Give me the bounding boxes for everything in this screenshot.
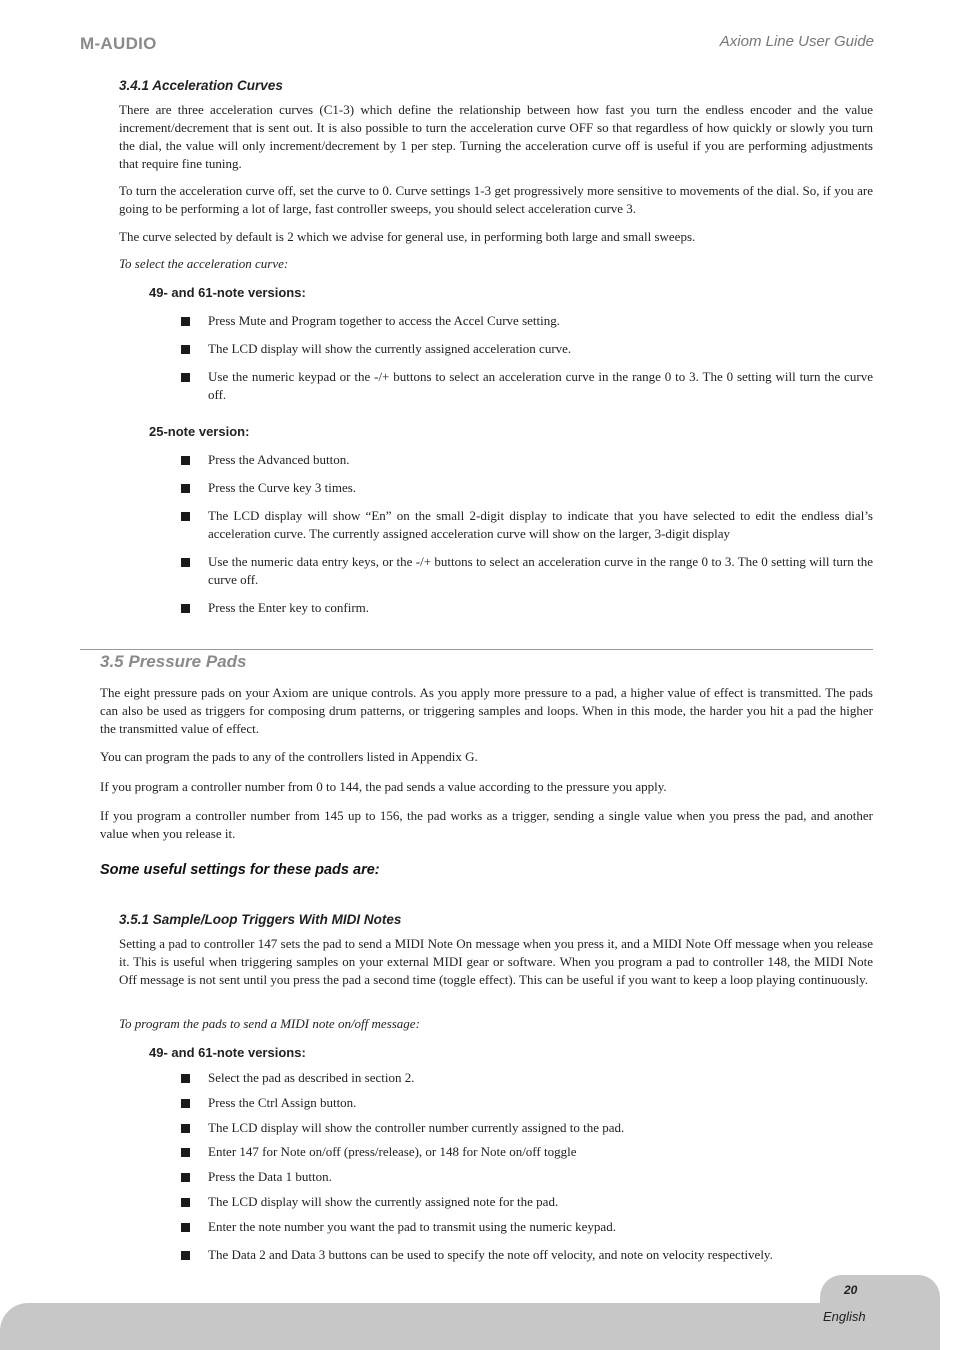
section-divider [80,649,873,650]
list-item: Use the numeric data entry keys, or the -/+ buttons to select an acceleration curve in the range 0 to 3. The 0 setting will turn the curve off. [208,554,873,587]
bullet-icon [181,1251,190,1260]
list-item: Press Mute and Program together to access the Accel Curve setting. [208,313,560,328]
paragraph: Setting a pad to controller 147 sets the pad to send a MIDI Note On message when you press it, and a MIDI Note Off message when you release it. This is useful when triggering samples on your external MIDI gear or software. When you program a pad to controller 148, the MIDI Note Off message is not sent until you press the pad a second time (toggle effect). This can be useful if you want to keep a loop playing continuously. [119,936,873,987]
paragraph: You can program the pads to any of the controllers listed in Appendix G. [100,749,478,764]
list-item: The Data 2 and Data 3 buttons can be used to specify the note off velocity, and note on velocity respectively. [208,1247,773,1262]
paragraph: The eight pressure pads on your Axiom are unique controls. As you apply more pressure to a pad, a higher value of effect is transmitted. The pads can also be used as triggers for composing drum patterns, or triggering samples and loops. When in this mode, the harder you hit a pad the higher the transmitted value of effect. [100,685,873,736]
language-label: English [823,1309,866,1324]
footer-bar [0,1303,940,1350]
list-item: The LCD display will show the currently assigned acceleration curve. [208,341,572,356]
bullet-icon [181,484,190,493]
list-item: Press the Ctrl Assign button. [208,1095,357,1110]
brand-logo: M-AUDIO [80,34,157,53]
bullet-icon [181,512,190,521]
version-subheading: 49- and 61-note versions: [149,1045,306,1060]
procedure-intro: To program the pads to send a MIDI note on/off message: [119,1016,420,1031]
bullet-icon [181,1148,190,1157]
version-subheading: 49- and 61-note versions: [149,285,306,300]
bullet-icon [181,1074,190,1083]
section-heading-3-5-1: 3.5.1 Sample/Loop Triggers With MIDI Notes [119,912,402,927]
section-heading-3-5: 3.5 Pressure Pads [100,652,247,671]
section-heading-3-4-1: 3.4.1 Acceleration Curves [119,78,283,93]
procedure-intro: To select the acceleration curve: [119,256,289,271]
bullet-icon [181,1223,190,1232]
paragraph: If you program a controller number from 145 up to 156, the pad works as a trigger, sending a single value when you press the pad, and another value when you release it. [100,808,873,841]
guide-title: Axiom Line User Guide [719,33,874,50]
bullet-icon [181,456,190,465]
list-item: The LCD display will show “En” on the small 2-digit display to indicate that you have selected to edit the endless dial’s acceleration curve. The currently assigned acceleration curve will show on the larger, 3-digit display [208,508,873,541]
list-item: Press the Data 1 button. [208,1169,332,1184]
list-item: Select the pad as described in section 2. [208,1070,415,1085]
page-number: 20 [844,1283,858,1297]
list-item: Press the Curve key 3 times. [208,480,357,495]
version-subheading: 25-note version: [149,424,250,439]
useful-settings-heading: Some useful settings for these pads are: [100,862,380,878]
list-item: The LCD display will show the controller number currently assigned to the pad. [208,1120,625,1135]
bullet-icon [181,1173,190,1182]
paragraph: To turn the acceleration curve off, set the curve to 0. Curve settings 1-3 get progressively more sensitive to movements of the dial. So, if you are going to be performing a lot of large, fast controller sweeps, you should select acceleration curve 3. [119,183,873,216]
bullet-icon [181,604,190,613]
list-item: The LCD display will show the currently assigned note for the pad. [208,1194,559,1209]
paragraph: The curve selected by default is 2 which we advise for general use, in performing both large and small sweeps. [119,229,696,244]
list-item: Press the Enter key to confirm. [208,600,370,615]
bullet-icon [181,345,190,354]
list-item: Press the Advanced button. [208,452,350,467]
paragraph: If you program a controller number from 0 to 144, the pad sends a value according to the pressure you apply. [100,779,667,794]
bullet-icon [181,1198,190,1207]
list-item: Enter 147 for Note on/off (press/release), or 148 for Note on/off toggle [208,1144,577,1159]
paragraph: There are three acceleration curves (C1-3) which define the relationship between how fast you turn the endless encoder and the value increment/decrement that is sent out. It is also possible to turn the acceleration curve OFF so that regardless of how quickly or slowly you turn the dial, the value will only increment/decrement by 1 per step. Turning the acceleration curve off is useful if you are performing adjustments that require fine tuning. [119,102,873,171]
list-item: Enter the note number you want the pad to transmit using the numeric keypad. [208,1219,616,1234]
bullet-icon [181,1099,190,1108]
bullet-icon [181,373,190,382]
bullet-icon [181,1124,190,1133]
list-item: Use the numeric keypad or the -/+ buttons to select an acceleration curve in the range 0 to 3. The 0 setting will turn the curve off. [208,369,873,402]
bullet-icon [181,317,190,326]
bullet-icon [181,558,190,567]
